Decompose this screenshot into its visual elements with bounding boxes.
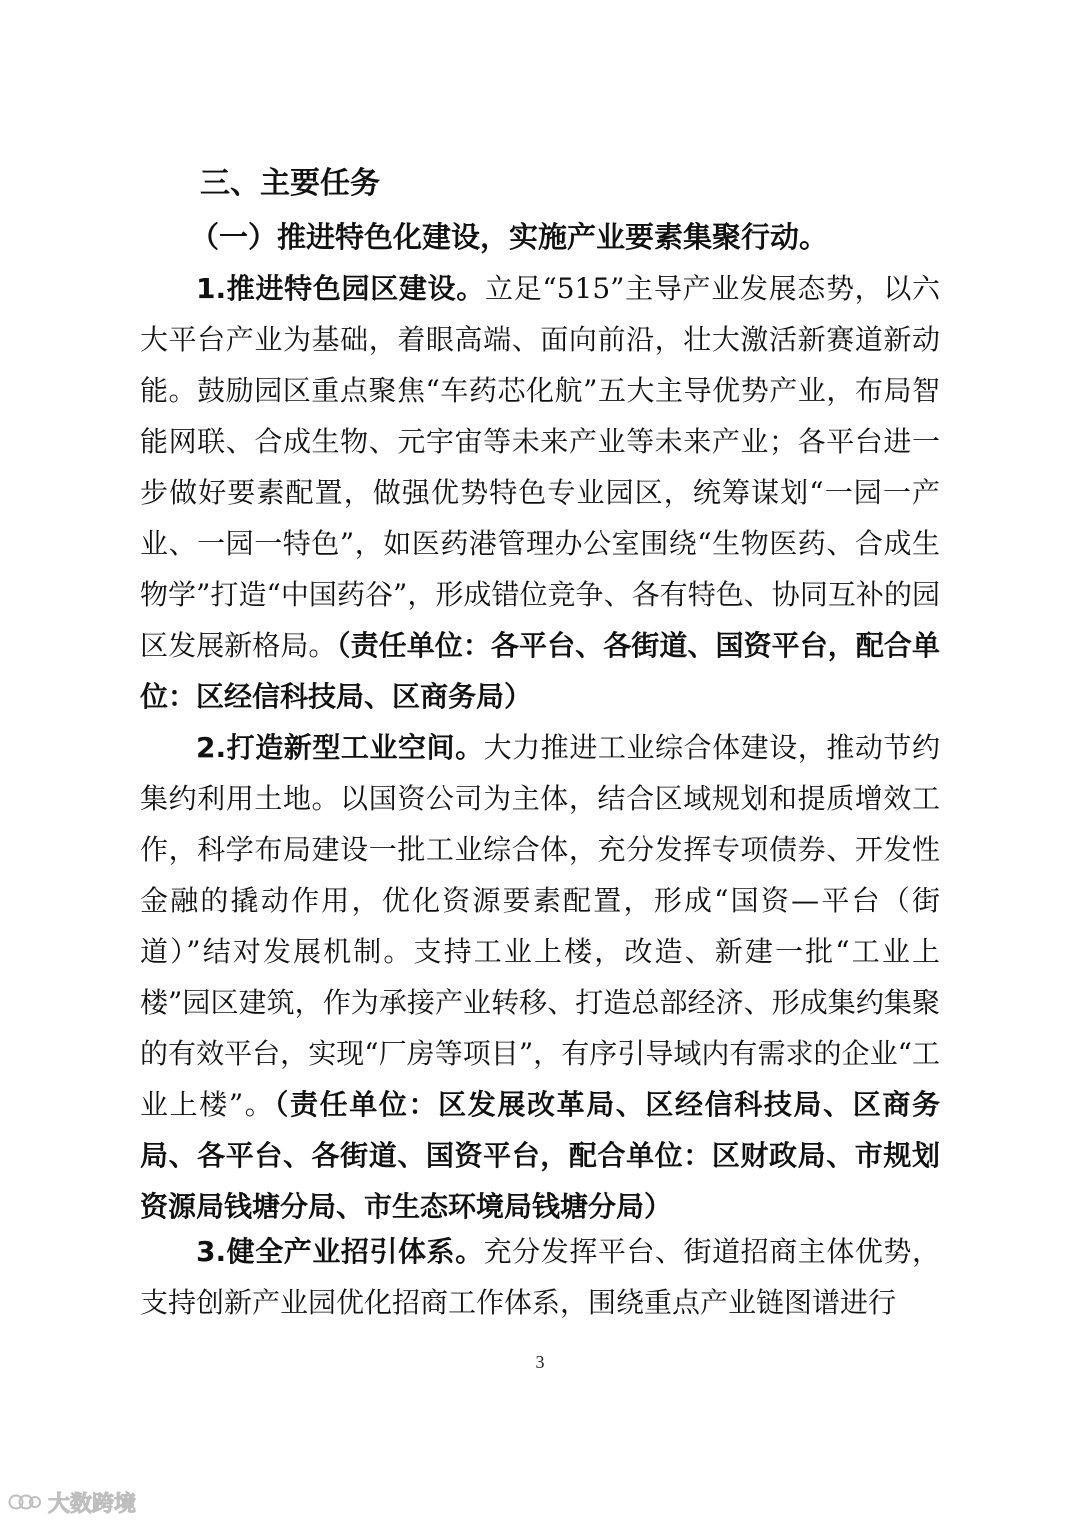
- item-2-body: 大力推进工业综合体建设，推动节约集约利用土地。以国资公司为主体，结合区域规划和提质增效工作，科学布局建设一批工业综合体，充分发挥专项债券、开发性金融的撬动作用，优化资源要素配置，形成“国资—平台（街道）”结对发展机制。支持工业上楼，改造、新建一批“工业上楼”园区建筑，作为承接产业转移、打造总部经济、形成集约集聚的有效平台，实现“厂房等项目”，有序引导域内有需求的企业“工业上楼”。: [140, 731, 940, 1121]
- item-1-body: 立足“515”主导产业发展态势，以六大平台产业为基础，着眼高端、面向前沿，壮大激活新赛道新动能。鼓励园区重点聚焦“车药芯化航”五大主导优势产业，布局智能网联、合成生物、元宇宙等未来产业等未来产业；各平台进一步做好要素配置，做强优势特色专业园区，统筹谋划“一园一产业、一园一特色”，如医药港管理办公室围绕“生物医药、合成生物学”打造“中国药谷”，形成错位竞争、各有特色、协同互补的园区发展新格局。: [140, 272, 941, 662]
- item-2-lead: 2.打造新型工业空间。: [196, 731, 484, 764]
- paragraph-item-1: [140, 263, 940, 722]
- subsection-title: （一）推进特色化建设，实施产业要素集聚行动。: [190, 220, 829, 254]
- paragraph-item-2: [140, 722, 940, 1232]
- item-3-lead: 3.健全产业招引体系。: [196, 1235, 484, 1268]
- watermark-text: 大数跨境: [48, 1491, 137, 1517]
- item-3-body: 充分发挥平台、街道招商主体优势，支持创新产业园优化招商工作体系，围绕重点产业链图谱进行: [140, 1235, 940, 1319]
- page-number: 3: [535, 1352, 545, 1372]
- watermark: [8, 1486, 136, 1518]
- item-2-responsibility: （责任单位：区发展改革局、区经信科技局、区商务局、各平台、各街道、国资平台，配合单位：区财政局、市规划资源局钱塘分局、市生态环境局钱塘分局）: [140, 1088, 940, 1223]
- item-1-lead: 1.推进特色园区建设。: [196, 272, 485, 305]
- item-1-responsibility: （责任单位：各平台、各街道、国资平台，配合单位：区经信科技局、区商务局）: [140, 629, 940, 713]
- section-title: 三、主要任务: [200, 166, 380, 201]
- brand-logo-icon: [8, 1491, 42, 1513]
- paragraph-item-3: [140, 1226, 940, 1328]
